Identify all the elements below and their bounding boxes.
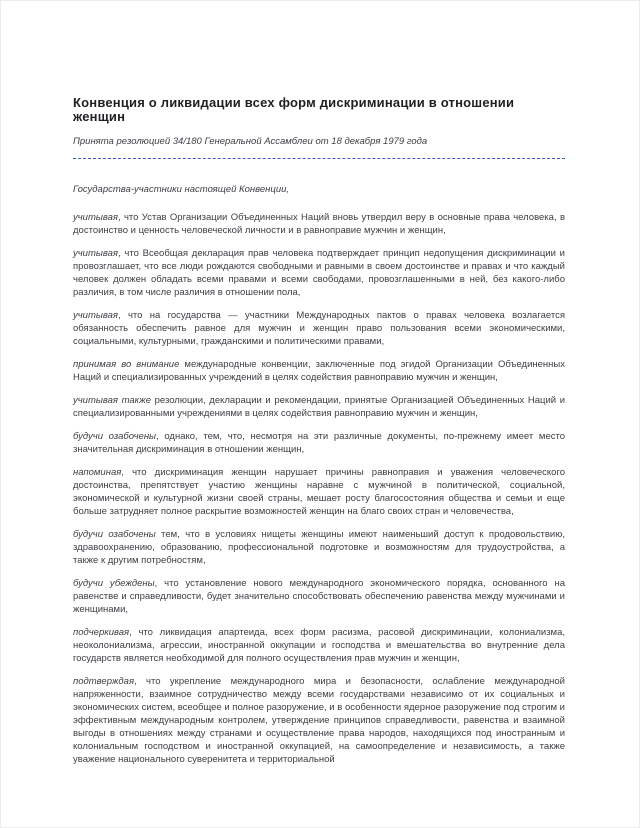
paragraph-lead-phrase: принимая во внимание [73, 359, 180, 370]
preamble-paragraph [73, 430, 565, 456]
paragraph-text: международные конвенции, заключенные под эгидой Организации Объединенных Наций и специализированных учреждений в целях содействия равноправию мужчин и женщин, [73, 359, 565, 383]
preamble-intro: Государства-участники настоящей Конвенции, [73, 184, 290, 195]
preamble-paragraph [73, 577, 565, 616]
paragraph-lead-phrase: будучи озабочены [73, 431, 157, 442]
preamble-paragraph [73, 394, 565, 420]
preamble-paragraph [73, 626, 565, 665]
page-title: Конвенция о ликвидации всех форм дискриминации в отношении женщин [73, 95, 515, 124]
paragraph-lead-phrase: учитывая [73, 212, 118, 223]
paragraph-lead-phrase: напоминая [73, 467, 122, 478]
document-subtitle: Принята резолюцией 34/180 Генеральной Ассамблеи от 18 декабря 1979 года [73, 136, 428, 147]
paragraph-lead-phrase: учитывая также [73, 395, 151, 406]
preamble-paragraph [73, 358, 565, 384]
preamble-paragraph [73, 675, 565, 766]
paragraph-text: , что установление нового международного экономического порядка, основанного на равенстве и справедливости, будет значительно способствовать обеспечению равенства между мужчинами и женщинами, [73, 578, 565, 615]
preamble-paragraphs [73, 211, 565, 766]
paragraph-lead-phrase: учитывая [73, 310, 118, 321]
paragraph-lead-phrase: будучи озабочены [73, 529, 156, 540]
paragraph-text: , что укрепление международного мира и безопасности, ослабление международной напряженности, взаимное сотрудничество между всеми государствами независимо от их социальных и экономических систем, всеобщее и полное разоружение, и в особенности ядерное разоружение под строгим и эффективным международным контролем, утверждение принципов справедливости, равенства и взаимной выгоды в отношениях между странами и осуществление права народов, находящихся под иностранным и колониальным господством и иностранной оккупацией, на самоопределение и независимость, а также уважение национального суверенитета и территориальной [73, 676, 565, 765]
paragraph-text: , что Устав Организации Объединенных Наций вновь утвердил веру в основные права человека, в достоинство и ценность человеческой личности и в равноправие мужчин и женщин, [73, 212, 565, 236]
paragraph-lead-phrase: учитывая [73, 248, 118, 259]
section-divider [73, 158, 565, 159]
preamble-paragraph [73, 528, 565, 567]
preamble-paragraph [73, 466, 565, 518]
paragraph-text: , однако, тем, что, несмотря на эти различные документы, по-прежнему имеет место значительная дискриминация в отношении женщин, [73, 431, 566, 455]
paragraph-lead-phrase: будучи убеждены [73, 578, 155, 589]
paragraph-lead-phrase: подтверждая [73, 676, 135, 687]
paragraph-text: , что ликвидация апартеида, всех форм расизма, расовой дискриминации, колониализма, неоколониализма, агрессии, иностранной оккупации и господства и вмешательства во внутренние дела государств является необходимой для полного осуществления прав мужчин и женщин, [73, 627, 565, 664]
paragraph-text: тем, что в условиях нищеты женщины имеют наименьший доступ к продовольствию, здравоохранению, образованию, профессиональной подготовке и возможностям для трудоустройства, а также к другим потребностям, [73, 529, 565, 566]
paragraph-text: , что на государства — участники Международных пактов о правах человека возлагается обязанность обеспечить равное для мужчин и женщин право пользования всеми экономическими, социальными, культурными, гражданскими и политическими правами, [73, 310, 565, 347]
paragraph-text: , что дискриминация женщин нарушает причины равноправия и уважения человеческого достоинства, препятствует участию женщины наравне с мужчиной в политической, социальной, экономической и культурной жизни своей страны, мешает росту благосостояния общества и семьи и еще больше затрудняет полное раскрытие возможностей женщин на благо своих стран и человечества, [73, 467, 565, 517]
paragraph-text: резолюции, декларации и рекомендации, принятые Организацией Объединенных Наций и специализированными учреждениями в целях содействия равноправию мужчин и женщин, [73, 395, 565, 419]
preamble-paragraph [73, 309, 565, 348]
paragraph-text: , что Всеобщая декларация прав человека подтверждает принцип недопущения дискриминации и провозглашает, что все люди рождаются свободными и равными в своем достоинстве и правах и что каждый человек должен обладать всеми правами и всеми свободами, провозглашенными в ней, без какого-либо различия, в том числе различия в отношении пола, [73, 248, 565, 298]
preamble-paragraph [73, 211, 565, 237]
paragraph-lead-phrase: подчеркивая [73, 627, 130, 638]
preamble-paragraph [73, 247, 565, 299]
